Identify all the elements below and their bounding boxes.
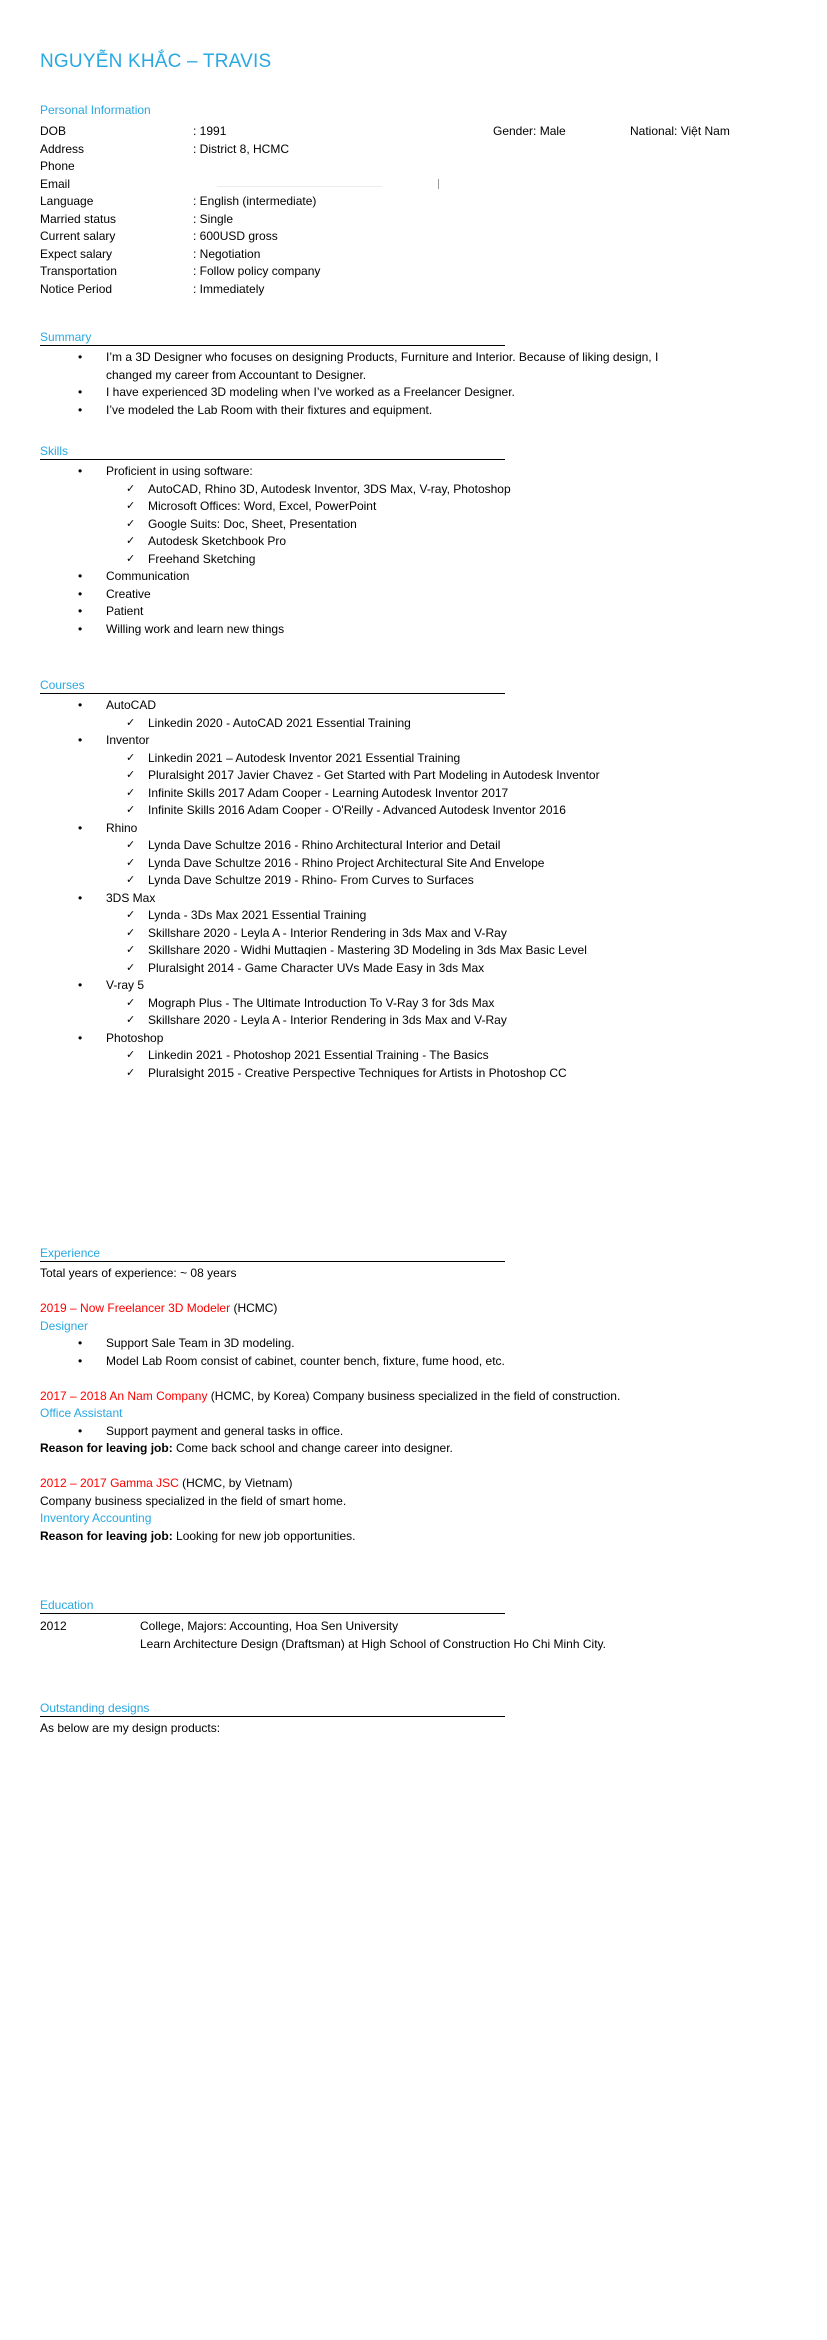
- section-courses: [40, 678, 820, 1082]
- info-value: : Single: [193, 211, 234, 226]
- list-item: [40, 603, 800, 621]
- job-bullet-text: Support Sale Team in 3D modeling.: [106, 1336, 295, 1350]
- heading-rule: [40, 1261, 505, 1262]
- bullet-icon: •: [78, 978, 83, 992]
- info-value: : Follow policy company: [193, 264, 321, 278]
- check-icon: ✓: [126, 909, 136, 921]
- course-item-text: Infinite Skills 2017 Adam Cooper - Learning Autodesk Inventor 2017: [148, 785, 509, 800]
- course-item-text: Linkedin 2021 - Photoshop 2021 Essential Training - The Basics: [148, 1048, 489, 1062]
- job-role: Inventory Accounting: [40, 1511, 152, 1525]
- check-icon: ✓: [126, 1014, 136, 1026]
- job-leaving-reason: [40, 1528, 740, 1546]
- education-year: 2012: [40, 1619, 67, 1633]
- section-education: [40, 1598, 820, 1653]
- sub-list-item: [40, 533, 800, 551]
- info-label: Married status: [40, 211, 117, 226]
- course-item-text: Lynda Dave Schultze 2019 - Rhino- From Curves to Surfaces: [148, 873, 474, 887]
- course-group: [40, 697, 820, 715]
- course-item: [40, 1012, 820, 1030]
- section-heading-experience: Experience: [40, 1246, 101, 1260]
- bullet-icon: •: [78, 1423, 83, 1438]
- gender-field: Gender: Male: [493, 124, 566, 138]
- job-title-line: [40, 1388, 708, 1406]
- check-icon: ✓: [126, 944, 136, 956]
- course-item: [40, 960, 820, 978]
- job-role: Designer: [40, 1318, 89, 1333]
- info-label: Expect salary: [40, 246, 113, 261]
- course-item-text: Skillshare 2020 - Leyla A - Interior Rendering in 3ds Max and V-Ray: [148, 925, 507, 940]
- job-bullet-text: Support payment and general tasks in office.: [106, 1423, 344, 1438]
- list-item: [40, 586, 800, 604]
- list-item: [40, 349, 706, 384]
- experience-job-an-nam: [40, 1388, 740, 1458]
- course-item-text: Mograph Plus - The Ultimate Introduction To V-Ray 3 for 3ds Max: [148, 995, 495, 1010]
- list-item-text: Creative: [106, 586, 151, 601]
- bullet-icon: •: [78, 698, 83, 712]
- info-value: : 600USD gross: [193, 229, 278, 243]
- section-heading-skills: Skills: [40, 444, 69, 458]
- bullet-icon: •: [78, 820, 83, 835]
- course-item-text: Skillshare 2020 - Widhi Muttaqien - Mastering 3D Modeling in 3ds Max Basic Level: [148, 943, 587, 957]
- check-icon: ✓: [126, 786, 136, 799]
- bullet-icon: •: [78, 890, 83, 905]
- heading-rule: [40, 345, 505, 346]
- course-item: [40, 1047, 820, 1065]
- job-location: (HCMC): [230, 1301, 278, 1315]
- section-heading-outstanding: Outstanding designs: [40, 1701, 150, 1715]
- course-group: [40, 977, 820, 995]
- info-row-transportation: [40, 263, 810, 281]
- info-row-notice-period: [40, 281, 810, 299]
- job-period-company: 2019 – Now Freelancer 3D Modeler: [40, 1301, 231, 1315]
- info-row-phone: [40, 158, 810, 176]
- reason-label: Reason for leaving job:: [40, 1441, 173, 1455]
- course-group-label: 3DS Max: [106, 890, 156, 905]
- skills-list: [40, 463, 800, 638]
- bullet-icon: •: [78, 464, 83, 478]
- course-item: [40, 855, 820, 873]
- bullet-icon: •: [78, 733, 83, 747]
- course-item-text: Linkedin 2020 - AutoCAD 2021 Essential Training: [148, 715, 411, 730]
- course-item-text: Infinite Skills 2016 Adam Cooper - O'Reilly - Advanced Autodesk Inventor 2016: [148, 803, 566, 817]
- course-item-text: Lynda - 3Ds Max 2021 Essential Training: [148, 908, 367, 922]
- heading-rule: [40, 1716, 505, 1717]
- check-icon: ✓: [126, 517, 136, 530]
- list-item-text: Willing work and learn new things: [106, 621, 285, 636]
- sub-item-text: Freehand Sketching: [148, 551, 256, 566]
- bullet-icon: •: [78, 385, 83, 399]
- list-item: [40, 384, 706, 402]
- info-row-married-status: [40, 211, 810, 229]
- list-item: [40, 463, 800, 481]
- bullet-icon: •: [78, 604, 83, 618]
- job-period-company: 2017 – 2018 An Nam Company: [40, 1388, 208, 1403]
- course-item-text: Lynda Dave Schultze 2016 - Rhino Architectural Interior and Detail: [148, 838, 501, 852]
- sub-list-item: [40, 498, 800, 516]
- list-item-text: Proficient in using software:: [106, 464, 253, 478]
- reason-text: Come back school and change career into designer.: [172, 1441, 453, 1455]
- course-item: [40, 1065, 820, 1083]
- course-group: [40, 820, 820, 838]
- info-row-language: [40, 193, 810, 211]
- course-group: [40, 1030, 820, 1048]
- check-icon: ✓: [126, 926, 136, 939]
- course-item-text: Pluralsight 2017 Javier Chavez - Get Started with Part Modeling in Autodesk Inventor: [148, 768, 600, 782]
- national-field: National: Việt Nam: [630, 124, 730, 138]
- course-item: [40, 785, 820, 803]
- course-item-text: Linkedin 2021 – Autodesk Inventor 2021 Essential Training: [148, 750, 461, 765]
- sub-list-item: [40, 516, 800, 534]
- courses-list: [40, 697, 820, 1082]
- summary-list: [40, 349, 730, 419]
- page-title: NGUYỄN KHẮC – TRAVIS: [40, 51, 272, 72]
- bullet-icon: •: [78, 621, 83, 636]
- job-role: Office Assistant: [40, 1406, 123, 1420]
- experience-total: Total years of experience: ~ 08 years: [40, 1266, 237, 1280]
- course-item: [40, 907, 820, 925]
- personal-info-rows: [40, 123, 810, 298]
- bullet-icon: •: [78, 1336, 83, 1350]
- list-item-text: Communication: [106, 569, 190, 583]
- bullet-icon: •: [78, 1030, 83, 1045]
- course-item: [40, 802, 820, 820]
- experience-job-freelancer: [40, 1300, 740, 1370]
- course-item-text: Skillshare 2020 - Leyla A - Interior Rendering in 3ds Max and V-Ray: [148, 1013, 507, 1027]
- section-heading-education: Education: [40, 1598, 94, 1612]
- check-icon: ✓: [126, 996, 136, 1009]
- education-row: [40, 1618, 820, 1653]
- check-icon: ✓: [126, 482, 136, 495]
- info-label: Address: [40, 141, 85, 156]
- check-icon: ✓: [126, 874, 136, 886]
- job-location: (HCMC, by Vietnam): [178, 1476, 293, 1490]
- job-bullet: [40, 1335, 740, 1353]
- redacted-email-smear: [217, 186, 382, 187]
- section-summary: [40, 330, 730, 419]
- list-item: [40, 621, 800, 639]
- info-row-current-salary: [40, 228, 810, 246]
- check-icon: ✓: [126, 716, 136, 729]
- list-item-text: Patient: [106, 604, 144, 618]
- info-row-address: [40, 141, 810, 159]
- check-icon: ✓: [126, 500, 136, 512]
- list-item-text: I’m a 3D Designer who focuses on designing Products, Furniture and Interior. Because of liking design, I changed my career from Accountant to Designer.: [106, 350, 659, 382]
- course-item: [40, 715, 820, 733]
- check-icon: ✓: [126, 1049, 136, 1061]
- check-icon: ✓: [126, 535, 136, 547]
- section-personal-information: [40, 103, 810, 298]
- sub-list-item: [40, 551, 800, 569]
- job-title-line: [40, 1300, 708, 1318]
- list-item-text: I have experienced 3D modeling when I’ve worked as a Freelancer Designer.: [106, 385, 515, 399]
- course-group-label: V-ray 5: [106, 978, 145, 992]
- bullet-icon: •: [78, 569, 83, 583]
- check-icon: ✓: [126, 552, 136, 565]
- list-item: [40, 568, 800, 586]
- info-row-email: [40, 176, 810, 194]
- course-item: [40, 837, 820, 855]
- info-row-dob: [40, 123, 810, 141]
- bullet-icon: •: [78, 402, 83, 417]
- course-item: [40, 942, 820, 960]
- sub-list-item: [40, 481, 800, 499]
- reason-label: Reason for leaving job:: [40, 1528, 173, 1543]
- list-item-text: I’ve modeled the Lab Room with their fixtures and equipment.: [106, 402, 433, 417]
- info-label: Notice Period: [40, 281, 113, 296]
- info-value: : Negotiation: [193, 246, 261, 261]
- job-leaving-reason: [40, 1440, 740, 1458]
- check-icon: ✓: [126, 961, 136, 974]
- info-label: DOB: [40, 124, 67, 138]
- course-item-text: Lynda Dave Schultze 2016 - Rhino Project Architectural Site And Envelope: [148, 855, 545, 870]
- sub-item-text: Autodesk Sketchbook Pro: [148, 534, 287, 548]
- job-title-line: [40, 1475, 708, 1493]
- bullet-icon: •: [78, 350, 83, 364]
- redacted-email-artifact: [438, 179, 439, 189]
- info-label: Language: [40, 194, 94, 208]
- section-heading-summary: Summary: [40, 330, 92, 344]
- course-group-label: Rhino: [106, 820, 138, 835]
- info-value: : Immediately: [193, 281, 265, 296]
- section-heading-personal: Personal Information: [40, 103, 151, 117]
- course-group: [40, 890, 820, 908]
- bullet-icon: •: [78, 1353, 83, 1368]
- reason-text: Looking for new job opportunities.: [172, 1528, 356, 1543]
- section-outstanding-designs: [40, 1701, 740, 1738]
- heading-rule: [40, 1613, 505, 1614]
- course-group-label: Inventor: [106, 733, 150, 747]
- section-heading-courses: Courses: [40, 678, 85, 692]
- bullet-icon: •: [78, 586, 83, 601]
- info-label: Transportation: [40, 264, 117, 278]
- education-line: College, Majors: Accounting, Hoa Sen University: [140, 1619, 399, 1633]
- course-item-text: Pluralsight 2014 - Game Character UVs Made Easy in 3ds Max: [148, 960, 485, 975]
- sub-item-text: AutoCAD, Rhino 3D, Autodesk Inventor, 3DS Max, V-ray, Photoshop: [148, 481, 511, 496]
- info-row-expect-salary: [40, 246, 810, 264]
- info-value: : District 8, HCMC: [193, 141, 289, 156]
- job-bullet: [40, 1423, 740, 1441]
- job-description: Company business specialized in the field of smart home.: [40, 1493, 347, 1508]
- info-label: Email: [40, 176, 71, 191]
- info-label: Current salary: [40, 229, 116, 243]
- check-icon: ✓: [126, 769, 136, 781]
- outstanding-intro: As below are my design products:: [40, 1721, 221, 1735]
- course-group-label: AutoCAD: [106, 698, 157, 712]
- course-item-text: Pluralsight 2015 - Creative Perspective Techniques for Artists in Photoshop CC: [148, 1065, 567, 1080]
- sub-item-text: Microsoft Offices: Word, Excel, PowerPoint: [148, 499, 377, 513]
- education-line: Learn Architecture Design (Draftsman) at High School of Construction Ho Chi Minh City.: [140, 1636, 606, 1651]
- course-item: [40, 767, 820, 785]
- heading-rule: [40, 459, 505, 460]
- course-item: [40, 995, 820, 1013]
- info-value: : English (intermediate): [193, 194, 317, 208]
- section-experience: [40, 1246, 740, 1545]
- info-label: Phone: [40, 159, 75, 173]
- check-icon: ✓: [126, 856, 136, 869]
- job-period-company: 2012 – 2017 Gamma JSC: [40, 1476, 179, 1490]
- section-skills: [40, 444, 800, 638]
- course-item: [40, 925, 820, 943]
- check-icon: ✓: [126, 804, 136, 816]
- course-item: [40, 750, 820, 768]
- check-icon: ✓: [126, 751, 136, 764]
- course-group-label: Photoshop: [106, 1030, 164, 1045]
- check-icon: ✓: [126, 839, 136, 851]
- sub-item-text: Google Suits: Doc, Sheet, Presentation: [148, 516, 357, 531]
- heading-rule: [40, 693, 505, 694]
- job-bullet: [40, 1353, 740, 1371]
- education-details: [140, 1618, 606, 1653]
- check-icon: ✓: [126, 1066, 136, 1079]
- job-location: (HCMC, by Korea) Company business specialized in the field of construction.: [207, 1388, 621, 1403]
- course-item: [40, 872, 820, 890]
- course-group: [40, 732, 820, 750]
- info-value: : 1991: [193, 124, 227, 138]
- experience-job-gamma: [40, 1475, 740, 1545]
- list-item: [40, 402, 706, 420]
- job-bullet-text: Model Lab Room consist of cabinet, counter bench, fixture, fume hood, etc.: [106, 1353, 505, 1368]
